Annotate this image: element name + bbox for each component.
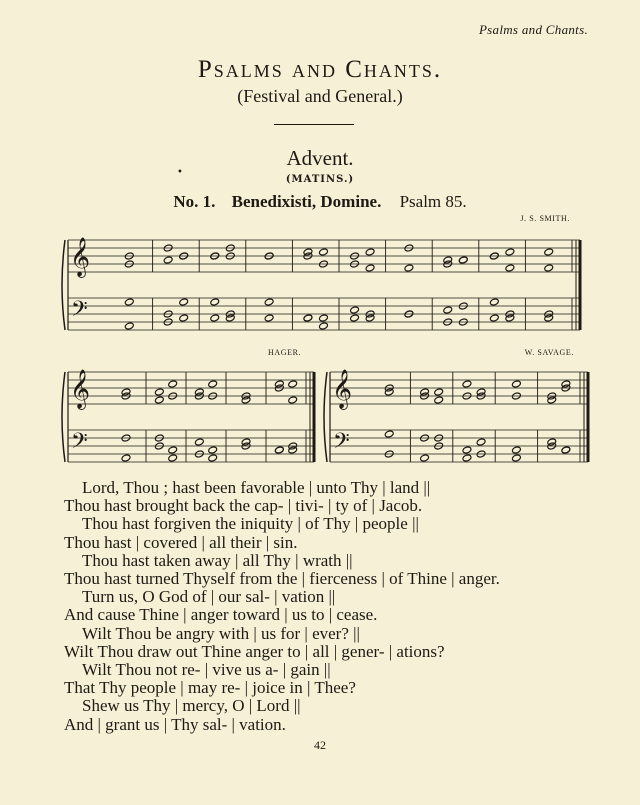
note-head (365, 248, 375, 256)
chant-psalm: Psalm 85. (399, 192, 467, 211)
music-systems (62, 237, 588, 462)
note-head (505, 248, 515, 256)
note-head (544, 248, 554, 256)
note-head (124, 298, 134, 306)
note-head (443, 306, 453, 314)
note-head (350, 306, 360, 314)
text-line: That Thy people | may re- | joice in | Thee? (64, 678, 356, 698)
psalm-text (64, 479, 604, 734)
note-head (404, 264, 414, 272)
note-head (168, 380, 178, 388)
bass-clef: 𝄢 (71, 429, 88, 459)
text-line: Thou hast turned Thyself from the | fierceness | of Thine | anger. (64, 569, 500, 589)
text-line: Thou hast taken away | all Thy | wrath || (82, 550, 353, 570)
note-head (154, 388, 164, 396)
note-head (264, 314, 274, 322)
note-head (489, 298, 499, 306)
note-head (462, 380, 472, 388)
note-head (208, 446, 218, 454)
note-head (384, 430, 394, 438)
composer-main: J. S. SMITH. (520, 214, 570, 223)
note-head (462, 454, 472, 462)
note-head (210, 298, 220, 306)
note-head (319, 322, 329, 330)
note-head (179, 314, 189, 322)
note-head (505, 264, 515, 272)
note-head (274, 446, 284, 454)
note-head (511, 454, 521, 462)
note-head (434, 396, 444, 404)
note-head (511, 446, 521, 454)
text-line: Wilt Thou be angry with | us for | ever? || (82, 623, 360, 643)
text-line: Wilt Thou draw out Thine anger to | all | gener- | ations? (64, 641, 445, 661)
text-line: Thou hast brought back the cap- | tivi- | ty of | Jacob. (64, 496, 423, 516)
text-line: And cause Thine | anger toward | us to | cease. (64, 605, 378, 625)
note-head (462, 446, 472, 454)
text-line: Shew us Thy | mercy, O | Lord || (82, 696, 301, 716)
note-head (288, 380, 298, 388)
note-head (121, 454, 131, 462)
note-head (303, 314, 313, 322)
text-line: Thou hast | covered | all their | sin. (64, 532, 298, 552)
note-head (208, 380, 218, 388)
note-head (194, 438, 204, 446)
note-head (124, 322, 134, 330)
note-head (561, 446, 571, 454)
page-number: 42 (314, 738, 326, 752)
note-head (511, 380, 521, 388)
note-head (544, 264, 554, 272)
note-head (434, 388, 444, 396)
bass-clef: 𝄢 (71, 297, 88, 327)
note-head (319, 248, 329, 256)
text-line: And | grant us | Thy sal- | vation. (64, 714, 286, 734)
note-head (420, 454, 430, 462)
note-head (179, 298, 189, 306)
text-line: Thou hast forgiven the iniquity | of Thy | people || (82, 514, 419, 534)
system-brace (324, 372, 327, 462)
chant-name: Benedixisti, Domine. (231, 192, 382, 211)
note-head (168, 454, 178, 462)
text-line: Wilt Thou not re- | vive us a- | gain || (82, 660, 331, 680)
page-subtitle: (Festival and General.) (237, 86, 403, 106)
note-head (208, 454, 218, 462)
treble-clef: 𝄞 (70, 237, 91, 277)
ink-dot: • (177, 167, 183, 178)
bass-clef: 𝄢 (333, 429, 350, 459)
text-line: Turn us, O God of | our sal- | vation || (82, 587, 336, 607)
note-head (489, 314, 499, 322)
chant-number: No. 1. (173, 192, 216, 211)
note-head (163, 256, 173, 264)
treble-clef: 𝄞 (70, 369, 91, 409)
note-head (319, 314, 329, 322)
composer-right: W. SAVAGE. (524, 348, 574, 357)
composer-left: HAGER. (268, 348, 302, 357)
note-head (264, 298, 274, 306)
note-head (288, 396, 298, 404)
system-brace (62, 240, 65, 330)
text-line: Lord, Thou ; hast been favorable | unto Thy | land || (82, 478, 431, 497)
page-title: Psalms and Chants. (197, 56, 443, 83)
treble-clef: 𝄞 (332, 369, 353, 409)
note-head (365, 264, 375, 272)
running-head: Psalms and Chants. (478, 22, 588, 37)
section-heading: Advent. (286, 146, 354, 170)
note-head (350, 314, 360, 322)
note-head (210, 314, 220, 322)
subsection-heading: (MATINS.) (285, 174, 355, 185)
note-head (458, 256, 468, 264)
system-brace (62, 372, 65, 462)
note-head (168, 446, 178, 454)
note-head (154, 396, 164, 404)
note-head (476, 438, 486, 446)
